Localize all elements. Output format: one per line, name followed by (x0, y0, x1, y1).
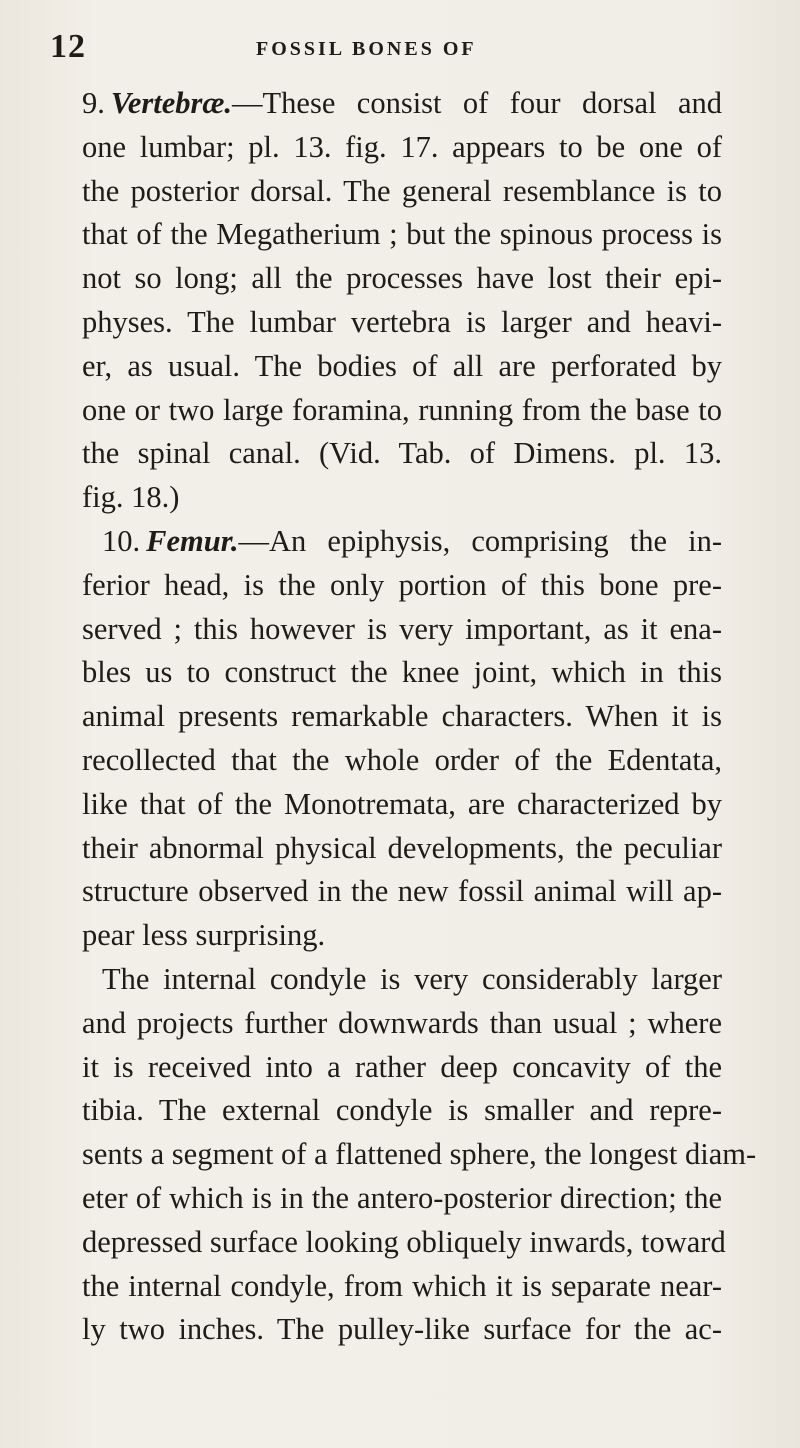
text-line (82, 170, 722, 214)
text-line (82, 345, 722, 389)
text-line (82, 213, 722, 257)
line-text: er, as usual. The bodies of all are perforated by (82, 348, 722, 383)
section-number: 9. (82, 86, 105, 120)
line-text: it is received into a rather deep concavity of the (82, 1049, 722, 1084)
text-line (82, 608, 722, 652)
text-line (82, 1089, 722, 1133)
paragraph (82, 958, 757, 1352)
text-line (82, 257, 722, 301)
paragraph (82, 520, 722, 958)
line-text: ly two inches. The pulley-like surface for the ac- (82, 1312, 722, 1347)
page-number: 12 (50, 28, 86, 65)
line-text: and projects further downwards than usual ; where (82, 1005, 722, 1040)
line-text: the internal condyle, from which it is separate near- (82, 1268, 722, 1303)
line-text: one or two large foramina, running from the base to (82, 392, 722, 427)
text-line (82, 1221, 726, 1265)
line-text: structure observed in the new fossil animal will ap- (82, 874, 722, 909)
text-line (82, 1177, 722, 1221)
text-line (82, 739, 722, 783)
text-line (82, 301, 722, 345)
running-head: FOSSIL BONES OF (256, 38, 477, 60)
page-header (50, 28, 750, 68)
line-text: ferior head, is the only portion of this bone pre- (82, 567, 722, 602)
line-text: animal presents remarkable characters. When it is (82, 699, 722, 734)
text-line (82, 126, 722, 170)
line-text: like that of the Monotremata, are characterized by (82, 786, 722, 821)
section-number: 10. (102, 523, 141, 558)
text-line (82, 651, 722, 695)
line-text: eter of which is in the antero-posterior direction; the (82, 1180, 722, 1215)
line-text: the spinal canal. (Vid. Tab. of Dimens. pl. 13. (82, 436, 722, 471)
line-text: not so long; all the processes have lost their epi- (82, 261, 722, 296)
line-text: their abnormal physical developments, the peculiar (82, 830, 722, 865)
text-line (82, 870, 722, 914)
line-text: fig. 18.) (82, 480, 180, 515)
line-text: depressed surface looking obliquely inwards, toward (82, 1224, 726, 1259)
line-text: tibia. The external condyle is smaller and repre- (82, 1093, 722, 1128)
body-text (82, 82, 757, 1352)
text-line (82, 783, 722, 827)
section-term: Femur. (146, 523, 239, 558)
text-line (82, 432, 722, 476)
text-line (82, 1002, 722, 1046)
line-text: recollected that the whole order of the Edentata, (82, 742, 722, 777)
line-text: The internal condyle is very considerably larger (102, 961, 722, 996)
text-line (82, 389, 722, 433)
section-term: Vertebræ. (110, 86, 233, 120)
text-line (82, 958, 722, 1002)
line-text: physes. The lumbar vertebra is larger and heavi- (82, 304, 722, 339)
line-text: served ; this however is very important, as it ena- (82, 611, 722, 646)
paragraph (82, 82, 722, 520)
line-text: bles us to construct the knee joint, which in this (82, 655, 722, 690)
text-line (82, 1133, 757, 1177)
line-text: —An epiphysis, comprising the in- (238, 523, 722, 558)
text-line (82, 1046, 722, 1090)
line-text: pear less surprising. (82, 918, 326, 953)
text-line (82, 1308, 722, 1352)
text-line (82, 1265, 722, 1309)
line-text: one lumbar; pl. 13. fig. 17. appears to be one of (82, 129, 722, 164)
line-text: that of the Megatherium ; but the spinous process is (82, 217, 722, 252)
text-line (82, 827, 722, 871)
text-line (82, 695, 722, 739)
text-line (82, 82, 722, 126)
line-text: sents a segment of a flattened sphere, the longest diam- (82, 1137, 757, 1172)
text-line (82, 914, 722, 958)
text-line (82, 564, 722, 608)
text-line (82, 476, 722, 520)
text-line (82, 520, 722, 564)
line-text: the posterior dorsal. The general resemblance is to (82, 173, 722, 208)
line-text: —These consist of four dorsal and (232, 86, 722, 120)
